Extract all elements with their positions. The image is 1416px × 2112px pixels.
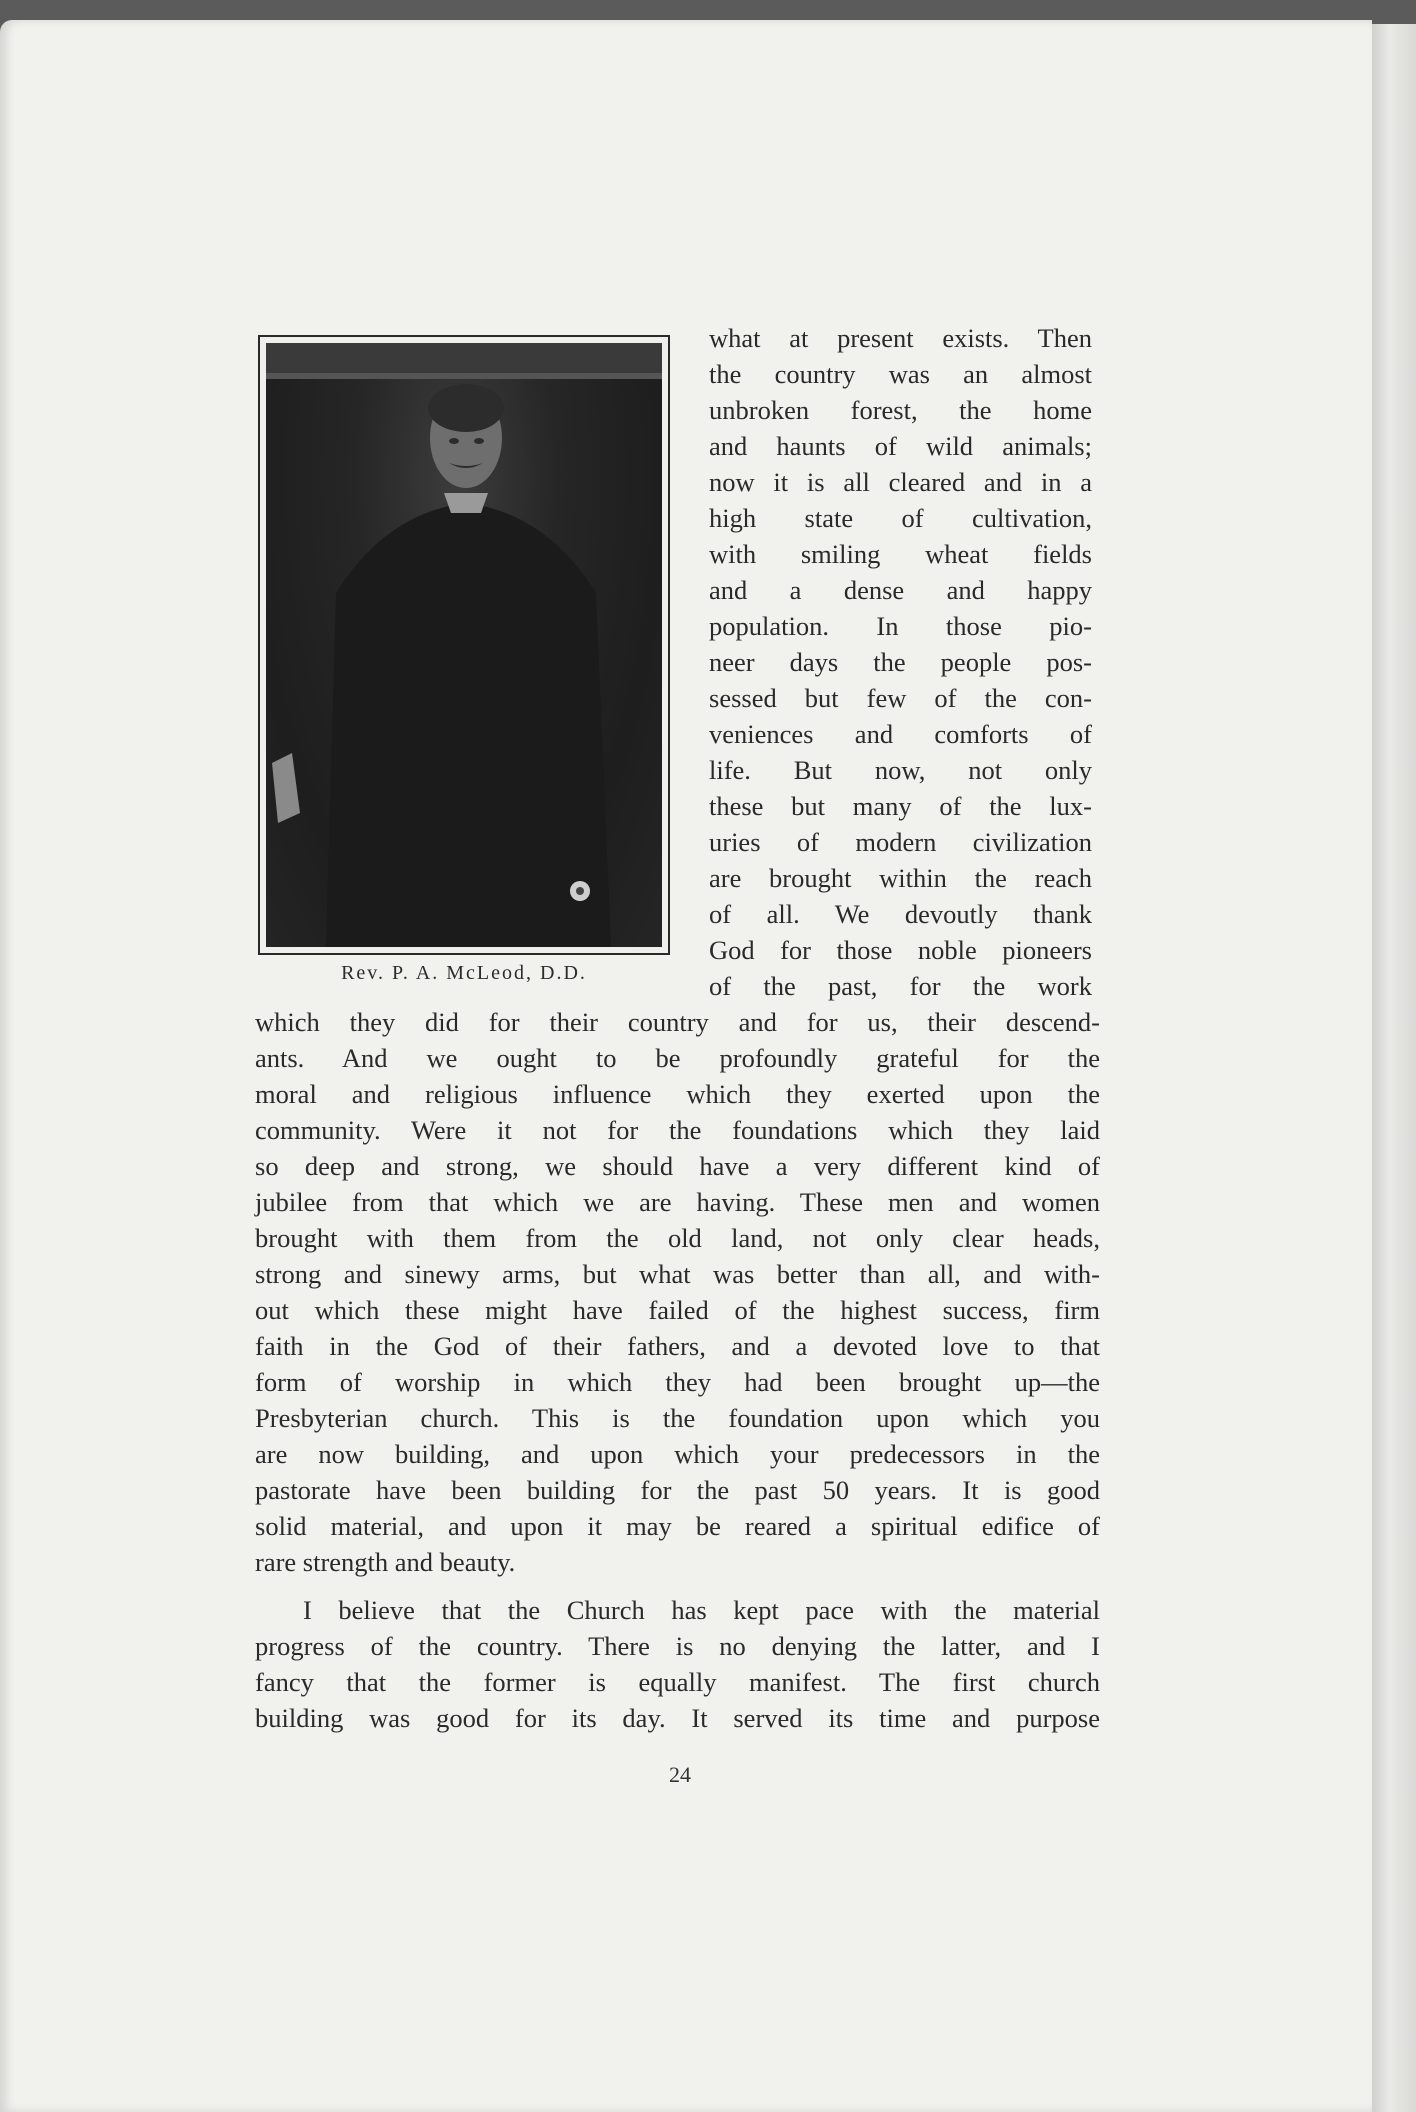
text-line: are now building, and upon which your predecessors in the — [255, 1439, 1100, 1469]
text-line: building was good for its day. It served its time and purpose — [255, 1703, 1100, 1733]
portrait-image — [266, 343, 662, 947]
main-body-text — [255, 1004, 1100, 1736]
text-line: jubilee from that which we are having. These men and women — [255, 1187, 1100, 1217]
page-number: 24 — [669, 1762, 691, 1787]
text-line: so deep and strong, we should have a very different kind of — [255, 1151, 1100, 1181]
text-line: now it is all cleared and in a — [709, 467, 1092, 497]
text-line: which they did for their country and for us, their descend- — [255, 1007, 1100, 1037]
text-line: neer days the people pos- — [709, 647, 1092, 677]
text-line: of the past, for the work — [709, 971, 1092, 1001]
text-line: faith in the God of their fathers, and a devoted love to that — [255, 1331, 1100, 1361]
text-line: moral and religious influence which they exerted upon the — [255, 1079, 1100, 1109]
paragraph-gap — [255, 1580, 1100, 1592]
text-line: are brought within the reach — [709, 863, 1092, 893]
text-line: community. Were it not for the foundations which they laid — [255, 1115, 1100, 1145]
text-line: the country was an almost — [709, 359, 1092, 389]
text-line: form of worship in which they had been brought up—the — [255, 1367, 1100, 1397]
text-line: and a dense and happy — [709, 575, 1092, 605]
text-line: these but many of the lux- — [709, 791, 1092, 821]
text-line: of all. We devoutly thank — [709, 899, 1092, 929]
text-line: and haunts of wild animals; — [709, 431, 1092, 461]
text-line: out which these might have failed of the highest success, firm — [255, 1295, 1100, 1325]
text-line: brought with them from the old land, not only clear heads, — [255, 1223, 1100, 1253]
text-line: fancy that the former is equally manifest. The first church — [255, 1667, 1100, 1697]
text-line: strong and sinewy arms, but what was better than all, and with- — [255, 1259, 1100, 1289]
text-line: population. In those pio- — [709, 611, 1092, 641]
text-line: ants. And we ought to be profoundly grateful for the — [255, 1043, 1100, 1073]
text-line: rare strength and beauty. — [255, 1547, 516, 1577]
text-line: uries of modern civilization — [709, 827, 1092, 857]
text-line: sessed but few of the con- — [709, 683, 1092, 713]
text-line: veniences and comforts of — [709, 719, 1092, 749]
portrait-photo — [258, 335, 670, 955]
text-line: Presbyterian church. This is the foundation upon which you — [255, 1403, 1100, 1433]
text-line: unbroken forest, the home — [709, 395, 1092, 425]
text-line: solid material, and upon it may be reared a spiritual edifice of — [255, 1511, 1100, 1541]
portrait-figure — [266, 343, 662, 947]
text-line: I believe that the Church has kept pace with the material — [303, 1595, 1100, 1625]
text-line: progress of the country. There is no denying the latter, and I — [255, 1631, 1100, 1661]
text-line: pastorate have been building for the past 50 years. It is good — [255, 1475, 1100, 1505]
text-line: God for those noble pioneers — [709, 935, 1092, 965]
text-line: life. But now, not only — [709, 755, 1092, 785]
text-line: what at present exists. Then — [709, 323, 1092, 353]
text-line: with smiling wheat fields — [709, 539, 1092, 569]
next-page-edge — [1372, 24, 1416, 2112]
photo-caption: Rev. P. A. McLeod, D.D. — [341, 962, 587, 984]
text-line: high state of cultivation, — [709, 503, 1092, 533]
side-column-text — [709, 320, 1092, 1004]
